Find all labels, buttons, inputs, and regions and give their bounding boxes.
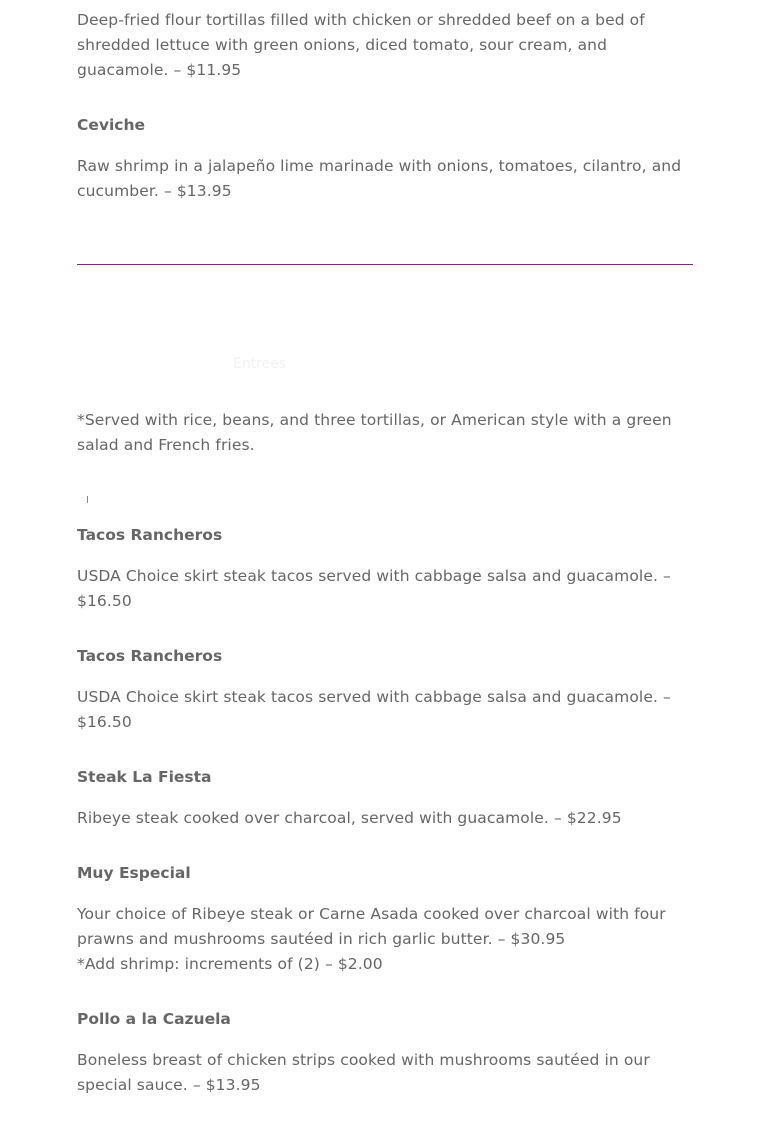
menu-item-entree-description: [77, 564, 693, 614]
item-description-text: Your choice of Ribeye steak or Carne Asada cooked over charcoal with four prawns and mushrooms sautéed in rich garlic butter. – $30.95: [77, 905, 666, 948]
menu-item-description: [77, 8, 693, 83]
item-name: Ceviche: [77, 116, 146, 134]
item-name: Pollo a la Cazuela: [77, 1010, 231, 1028]
menu-item-entree-description: [77, 1048, 693, 1098]
item-name: Steak La Fiesta: [77, 768, 212, 786]
menu-item-entree: [77, 644, 693, 669]
menu-item-entree: [77, 1007, 693, 1032]
menu-item-entree: [77, 765, 693, 790]
section-title: Entrees: [233, 356, 287, 372]
menu-item-entree-description: [77, 806, 693, 831]
menu-item-entree: [77, 523, 693, 548]
item-name: Tacos Rancheros: [77, 526, 223, 544]
menu-item-ceviche-description: [77, 154, 693, 204]
item-description-text: Raw shrimp in a jalapeño lime marinade with onions, tomatoes, cilantro, and cucumber. – $13.95: [77, 157, 682, 200]
item-extra-text: *Add shrimp: increments of (2) – $2.00: [77, 955, 383, 973]
item-description-text: Boneless breast of chicken strips cooked with mushrooms sautéed in our special sauce. – $13.95: [77, 1051, 650, 1094]
item-name: Tacos Rancheros: [77, 647, 223, 665]
menu-item-entree: [77, 861, 693, 886]
item-description-text: USDA Choice skirt steak tacos served with cabbage salsa and guacamole. – $16.50: [77, 688, 671, 731]
menu-item-entree-description: [77, 902, 693, 977]
menu-item-entree-description: [77, 685, 693, 735]
section-note-text: *Served with rice, beans, and three tortillas, or American style with a green salad and French fries.: [77, 411, 672, 454]
cursor-mark: [87, 496, 88, 503]
section-divider: [77, 264, 693, 265]
item-description-text: Ribeye steak cooked over charcoal, served with guacamole. – $22.95: [77, 809, 622, 827]
item-name: Muy Especial: [77, 864, 191, 882]
item-description-text: Deep-fried flour tortillas filled with chicken or shredded beef on a bed of shredded lettuce with green onions, diced tomato, sour cream, and guacamole. – $11.95: [77, 11, 645, 79]
menu-item-ceviche: [77, 113, 693, 138]
section-note: [77, 408, 693, 458]
item-description-text: USDA Choice skirt steak tacos served with cabbage salsa and guacamole. – $16.50: [77, 567, 671, 610]
